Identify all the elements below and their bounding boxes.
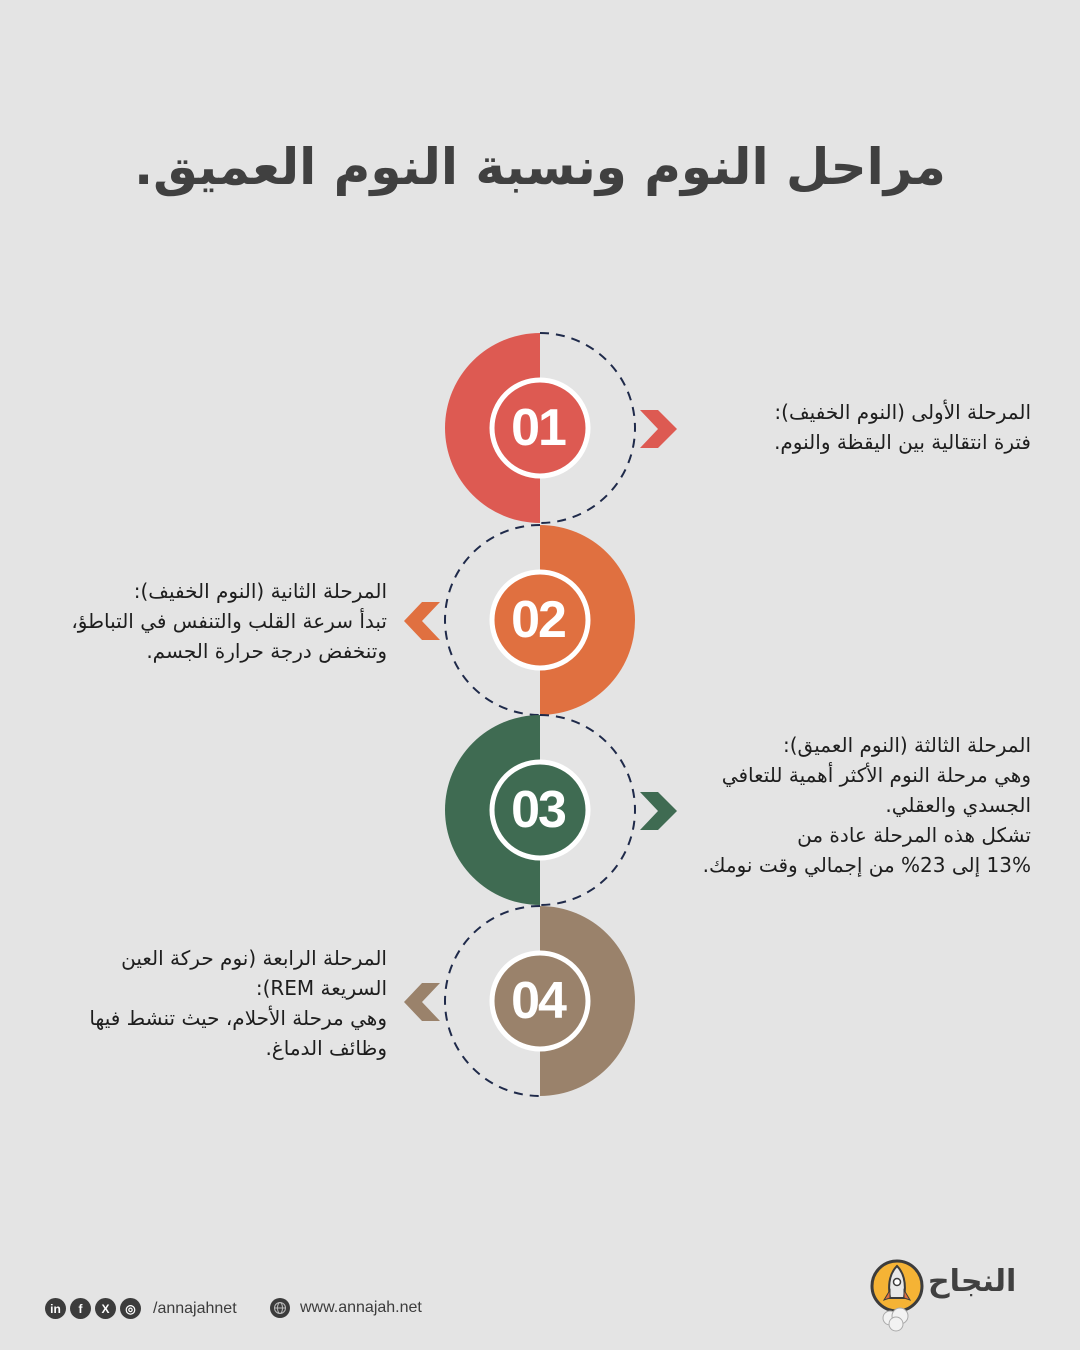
globe-icon — [270, 1298, 290, 1318]
stage-4-text-1: وهي مرحلة الأحلام، حيث تنشط فيها — [89, 1006, 387, 1030]
stage-2-chevron-left-icon — [404, 602, 440, 640]
stage-2-text-2: وتنخفض درجة حرارة الجسم. — [146, 639, 387, 663]
brand-name: النجاح — [928, 1264, 1017, 1299]
stage-3-number: 03 — [511, 781, 565, 839]
brand-logo — [870, 1258, 930, 1342]
social-handle[interactable]: /annajahnet — [153, 1299, 237, 1317]
stage-3-description — [703, 730, 1031, 880]
linkedin-icon[interactable]: in — [45, 1298, 66, 1319]
facebook-icon[interactable]: f — [70, 1298, 91, 1319]
website-link[interactable] — [270, 1298, 422, 1318]
stage-4-description — [89, 943, 387, 1063]
social-links — [45, 1298, 237, 1319]
stage-3-text-1: وهي مرحلة النوم الأكثر أهمية للتعافي — [721, 763, 1031, 787]
stage-3-text-4: 13% إلى 23% من إجمالي وقت نومك. — [702, 853, 1031, 877]
stage-2-heading: المرحلة الثانية (النوم الخفيف): — [133, 579, 387, 603]
stage-1-chevron-right-icon — [640, 410, 677, 448]
stage-4-heading: المرحلة الرابعة (نوم حركة العين — [121, 946, 387, 970]
website-url[interactable]: www.annajah.net — [300, 1299, 422, 1316]
stage-4-text-2: وظائف الدماغ. — [265, 1036, 387, 1060]
stage-3-chevron-right-icon — [640, 792, 677, 830]
stage-4-number: 04 — [511, 972, 565, 1030]
rocket-logo-icon — [870, 1258, 930, 1338]
stage-1-description — [774, 397, 1031, 457]
stage-3-text-2: الجسدي والعقلي. — [885, 793, 1031, 817]
stage-3-text-3: تشكل هذه المرحلة عادة من — [797, 823, 1031, 847]
stage-1-number: 01 — [511, 399, 565, 457]
stage-4-heading-cont: السريعة REM): — [255, 976, 387, 1000]
stage-2-number: 02 — [511, 591, 565, 649]
instagram-icon[interactable]: ◎ — [120, 1298, 141, 1319]
page-title: مراحل النوم ونسبة النوم العميق. — [134, 138, 946, 196]
stage-3-heading: المرحلة الثالثة (النوم العميق): — [783, 733, 1031, 757]
stage-2-description — [71, 576, 387, 666]
stage-2-text-1: تبدأ سرعة القلب والتنفس في التباطؤ، — [71, 609, 387, 633]
stage-4-chevron-left-icon — [404, 983, 440, 1021]
stage-1-heading: المرحلة الأولى (النوم الخفيف): — [774, 400, 1031, 424]
x-twitter-icon[interactable]: X — [95, 1298, 116, 1319]
stage-1-text: فترة انتقالية بين اليقظة والنوم. — [774, 430, 1031, 454]
